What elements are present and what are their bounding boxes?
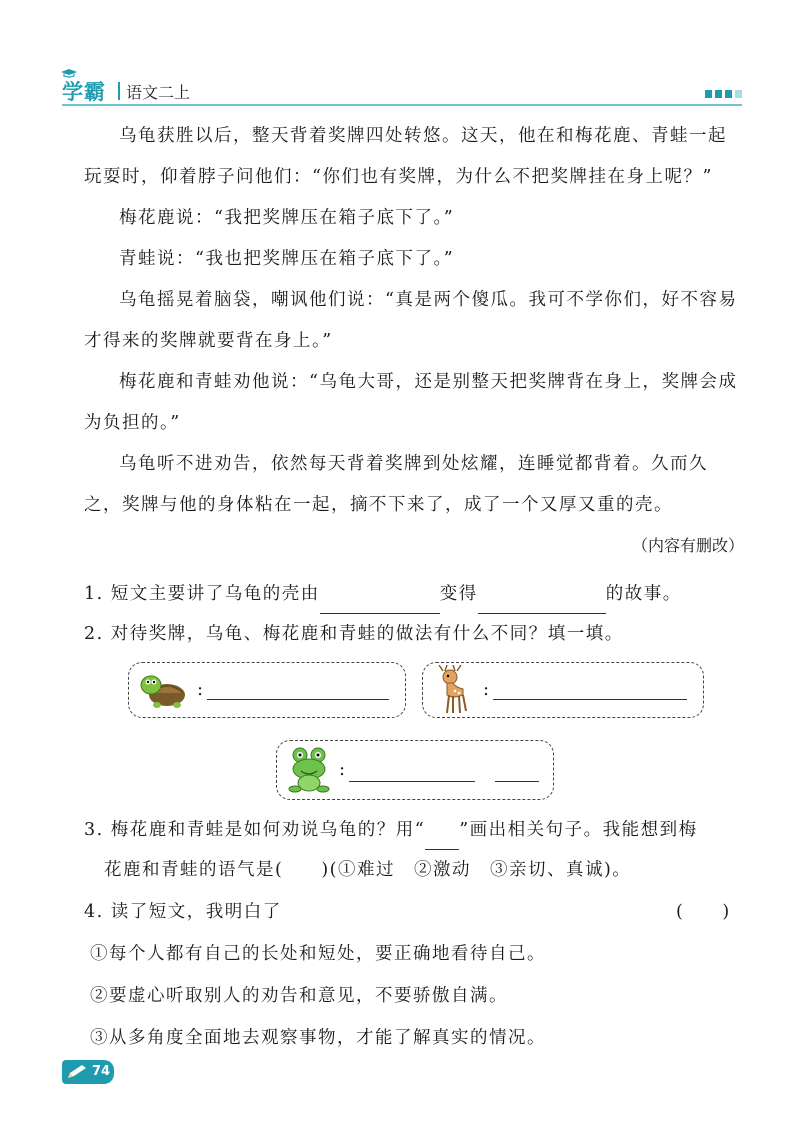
question-1: 1. 短文主要讲了乌龟的壳由 变得 的故事。 xyxy=(84,574,682,614)
option-item: ③从多角度全面地去观察事物，才能了解真实的情况。 xyxy=(90,1028,546,1048)
answer-blank[interactable] xyxy=(478,587,606,614)
question-2: 2. 对待奖牌，乌龟、梅花鹿和青蛙的做法有什么不同？填一填。 xyxy=(84,624,624,644)
frog-answer-card: : xyxy=(276,740,554,800)
header-decoration xyxy=(705,90,742,98)
header-separator xyxy=(118,82,120,100)
answer-line[interactable] xyxy=(493,699,687,700)
paragraph: 乌龟摇晃着脑袋，嘲讽他们说：“真是两个傻瓜。我可不学你们，好不容易才得来的奖牌就要背在身上。” xyxy=(84,290,738,351)
answer-paren[interactable]: ( ) xyxy=(676,902,731,922)
page-number: 74 xyxy=(92,1064,111,1079)
answer-line[interactable] xyxy=(207,699,389,700)
answer-line[interactable] xyxy=(349,781,475,782)
question-3: 3. 梅花鹿和青蛙是如何劝说乌龟的？用“ ”画出相关句子。我能想到梅 xyxy=(84,810,698,850)
subject-title: 语文二上 xyxy=(126,83,191,102)
paragraph: 梅花鹿说：“我把奖牌压在箱子底下了。” xyxy=(119,208,455,228)
edit-note: （内容有删改） xyxy=(631,536,744,555)
option-item: ①每个人都有自己的长处和短处，要正确地看待自己。 xyxy=(90,944,546,964)
deer-answer-card: : xyxy=(422,662,704,718)
frog-icon xyxy=(287,745,331,795)
paragraph: 青蛙说：“我也把奖牌压在箱子底下了。” xyxy=(119,249,455,269)
answer-line[interactable] xyxy=(495,781,539,782)
turtle-answer-card: : xyxy=(128,662,406,718)
underline-sample xyxy=(425,827,459,850)
paragraph: 梅花鹿和青蛙劝他说：“乌龟大哥，还是别整天把奖牌背在身上，奖牌会成为负担的。” xyxy=(84,372,738,433)
reading-passage xyxy=(84,116,744,566)
brand-logo: 学霸 xyxy=(62,80,106,104)
option-item: ②要虚心听取别人的劝告和意见，不要骄傲自满。 xyxy=(90,986,508,1006)
page-header xyxy=(62,72,742,108)
deer-icon xyxy=(433,665,473,717)
answer-blank[interactable] xyxy=(320,587,440,614)
header-rule xyxy=(62,104,742,106)
question-4: 4. 读了短文，我明白了 xyxy=(84,902,282,922)
question-3-choices: 花鹿和青蛙的语气是( )(①难过 ②激动 ③亲切、真诚)。 xyxy=(104,860,632,880)
paragraph: 乌龟听不进劝告，依然每天背着奖牌到处炫耀，连睡觉都背着。久而久之，奖牌与他的身体粘在一起，摘不下来了，成了一个又厚又重的壳。 xyxy=(84,454,708,515)
page-footer xyxy=(62,1060,114,1086)
pencil-icon xyxy=(66,1064,90,1080)
turtle-icon xyxy=(137,669,189,711)
paragraph: 乌龟获胜以后，整天背着奖牌四处转悠。这天，他在和梅花鹿、青蛙一起玩耍时，仰着脖子问他们：“你们也有奖牌，为什么不把奖牌挂在身上呢？” xyxy=(84,126,727,187)
